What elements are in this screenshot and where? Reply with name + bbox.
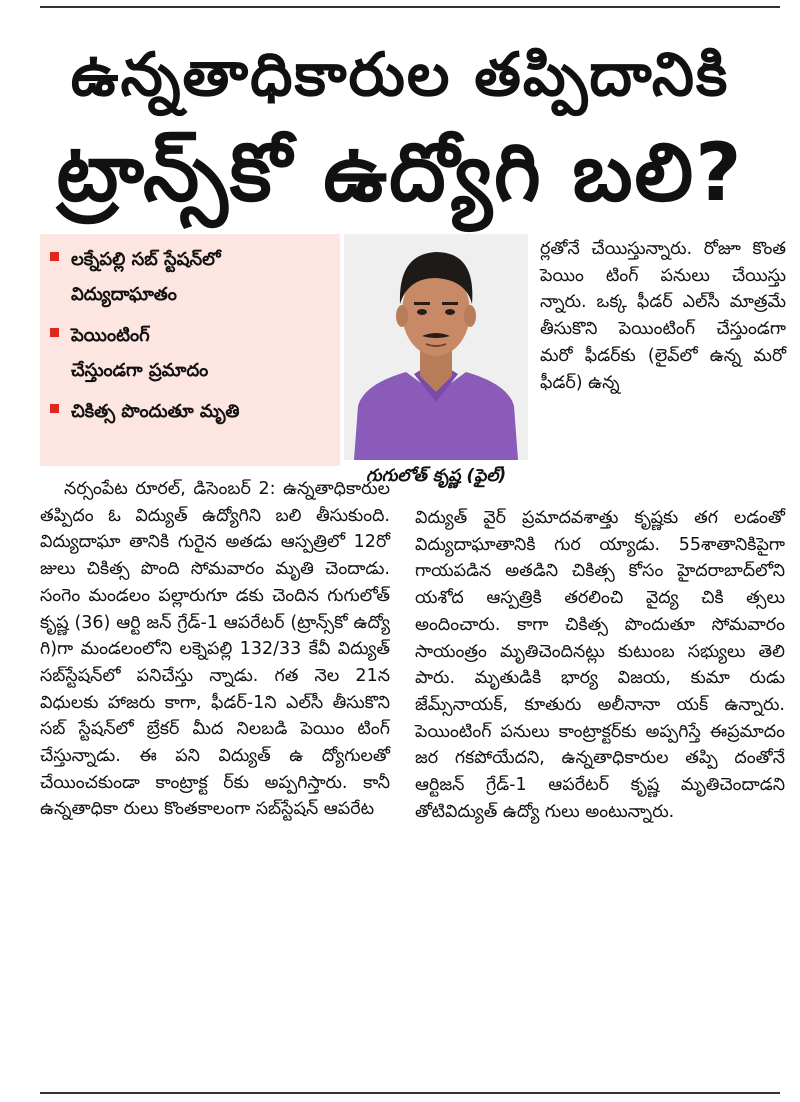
article-text: ర్లతోనే చేయిస్తున్నారు. రోజూ కొంత పెయిం టింగ్ పనులు చేయిస్తు న్నారు. ఒక్క ఫీడర్ ఎల్‌సీ మాత్రమే తీసుకొని పెయింటింగ్ చేస్తుండగా మరో ఫీడర్‌కు (లైవ్‌లో ఉన్న మరో ఫీడర్) ఉన్న bbox=[540, 239, 786, 393]
person-portrait-icon bbox=[344, 234, 528, 460]
highlight-item bbox=[50, 318, 334, 388]
highlight-text: పెయింటింగ్ చేస్తుండగా ప్రమాదం bbox=[71, 325, 209, 381]
highlight-text: చికిత్స పొందుతూ మృతి bbox=[71, 401, 240, 422]
article-text: నర్సంపేట రూరల్, డిసెంబర్ 2: ఉన్నతాధికారుల తప్పిదం ఓ విద్యుత్ ఉద్యోగిని బలి తీసుకుంది. విద్యుదాఘా తానికి గురైన అతడు ఆస్పత్రిలో 12రో జులు చికిత్స పొంది సోమవారం మృతి చెందాడు. సంగెం మండలం పల్లారుగూ డకు చెందిన గుగులోత్ కృష్ణ (36) ఆర్టి జన్ గ్రేడ్-1 ఆపరేటర్ (ట్రాన్స్‌కో ఉద్యో గి)గా మండలంలోని లక్నెపల్లి 132/33 కేవీ విద్యుత్ సబ్‌స్టేషన్‌లో పనిచేస్తు న్నాడు. గత నెల 21న విధులకు హాజరు కాగా, ఫీడర్-1ని ఎల్‌సీ తీసుకొని సబ్ స్టేషన్‌లో బ్రేకర్ మీద నిలబడి పెయిం టింగ్ చేస్తున్నాడు. ఈ పని విద్యుత్ ఉ ద్యోగులతో చేయించకుండా కాంట్రాక్ట ర్‌కు అప్పగిస్తారు. కానీ ఉన్నతాధికా రులు కొంతకాలంగా సబ్‌స్టేషన్ ఆపరేట bbox=[40, 479, 390, 820]
highlight-item bbox=[50, 242, 334, 312]
bullet-square-icon bbox=[50, 328, 59, 337]
highlight-item bbox=[50, 394, 334, 429]
photo-caption: గుగులోత్ కృష్ణ (ఫైల్) bbox=[365, 466, 507, 486]
bottom-rule bbox=[40, 1092, 780, 1094]
article-column-left bbox=[40, 476, 390, 823]
article-column-right-top bbox=[540, 236, 786, 396]
bullet-square-icon bbox=[50, 404, 59, 413]
headline-line-2: ట్రాన్స్‌కో ఉద్యోగి బలి? bbox=[56, 126, 744, 219]
highlight-text: లక్నేపల్లి సబ్ స్టేషన్‌లో విద్యుదాఘాతం bbox=[71, 249, 221, 305]
highlights-box bbox=[40, 234, 340, 466]
person-photo bbox=[344, 234, 528, 460]
top-rule bbox=[40, 6, 780, 8]
bullet-square-icon bbox=[50, 252, 59, 261]
headline-line-1: ఉన్నతాధికారుల తప్పిదానికి bbox=[70, 40, 730, 110]
article-column-right-bottom bbox=[415, 505, 785, 825]
article-text: విద్యుత్ వైర్ ప్రమాదవశాత్తు కృష్ణకు తగ లడంతో విద్యుదాఘాతానికి గుర య్యాడు. 55శాతానికిపైగా గాయపడిన అతడిని చికిత్స కోసం హైదరాబాద్‌లోని యశోద ఆస్పత్రికి తరలించి వైద్య చికి త్సలు అందించారు. కాగా చికిత్స పొందుతూ సోమవారం సాయంత్రం మృతిచెందినట్లు కుటుంబ సభ్యులు తెలి పారు. మృతుడికి భార్య విజయ, కుమా రుడు జేమ్స్‌నాయక్, కూతురు అలీనానా యక్ ఉన్నారు. పెయింటింగ్ పనులు కాంట్రాక్టర్‌కు అప్పగిస్తే ఈప్రమాదం జర గకపోయేదని, ఉన్నతాధికారుల తప్పి దంతోనే ఆర్టిజన్ గ్రేడ్-1 ఆపరేటర్ కృష్ణ మృతిచెందాడని తోటివిద్యుత్ ఉద్యో గులు అంటున్నారు. bbox=[415, 508, 785, 822]
